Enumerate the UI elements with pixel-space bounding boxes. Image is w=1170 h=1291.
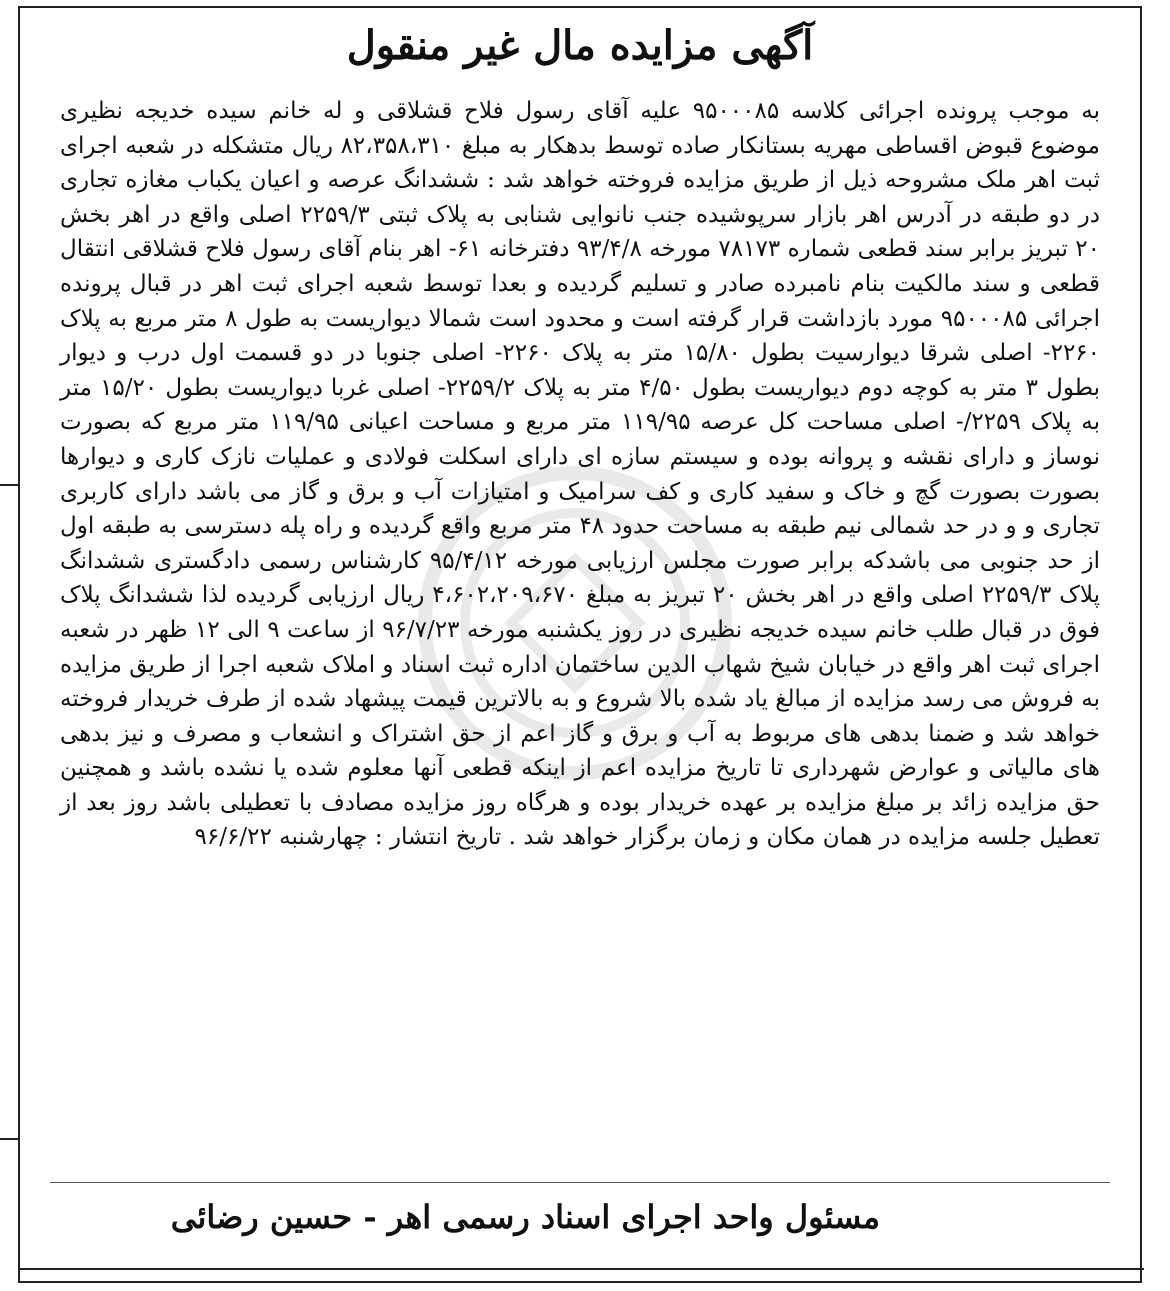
left-edge-tick — [0, 1138, 18, 1140]
notice-signature: مسئول واحد اجرای اسناد رسمی اهر - حسین رضائی — [170, 1198, 880, 1236]
footer-divider — [50, 1182, 1110, 1183]
left-edge-tick — [0, 484, 18, 486]
notice-title: آگهی مزایده مال غیر منقول — [346, 22, 814, 69]
notice-body: به موجب پرونده اجرائی کلاسه ۹۵۰۰۰۸۵ علیه آقای رسول فلاح قشلاقی و له خانم سیده خدیجه نظیری موضوع قبوض اقساطی مهریه بستانکار صاده توسط بدهکار به مبلغ ۸۲،۳۵۸،۳۱۰ ریال متشکله در شعبه اجرای ثبت اهر ملک مشروحه ذیل از طریق مزایده فروخته خواهد شد : ششدانگ عرصه و اعیان یکباب مغازه تجاری در دو طبقه در آدرس اهر بازار سرپوشیده جنب نانوایی شنابی به پلاک ثبتی ۲۲۵۹/۳ اصلی واقع در اهر بخش ۲۰ تبریز برابر سند قطعی شماره ۷۸۱۷۳ مورخه ۹۳/۴/۸ دفترخانه ۶۱- اهر بنام آقای رسول فلاح قشلاقی انتقال قطعی و سند مالکیت بنام نامبرده صادر و تسلیم گردیده و بعدا توسط شعبه اجرای ثبت اهر در قبال پرونده اجرائی ۹۵۰۰۰۸۵ مورد بازداشت قرار گرفته است و محدود است شمالا دیواریست به طول ۸ متر مربع به پلاک ۲۲۶۰- اصلی شرقا دیوارسیت بطول ۱۵/۸۰ متر به پلاک ۲۲۶۰- اصلی جنوبا در دو قسمت اول درب و دیوار بطول ۳ متر به کوچه دوم دیواریست بطول ۴/۵۰ متر به پلاک ۲۲۵۹/۲- اصلی غربا دیواریست بطول ۱۵/۲۰ متر به پلاک ۲۲۵۹/- اصلی مساحت کل عرصه ۱۱۹/۹۵ متر مربع و مساحت اعیانی ۱۱۹/۹۵ متر مربع که بصورت نوساز و دارای نقشه و پروانه بوده و سیستم سازه ای دارای اسکلت فولادی و عملیات نازک کاری و دیوارها بصورت بصورت گچ و خاک و سفید کاری و کف سرامیک و امتیازات آب و برق و گاز می باشد دارای کاربری تجاری و و در حد شمالی نیم طبقه به مساحت حدود ۴۸ متر مربع واقع گردیده و راه پله دسترسی به طبقه اول از حد جنوبی می باشدکه برابر صورت مجلس ارزیابی مورخه ۹۵/۴/۱۲ کارشناس رسمی دادگستری ششدانگ پلاک ۲۲۵۹/۳ اصلی واقع در اهر بخش ۲۰ تبریز به مبلغ ۴،۶۰۲،۲۰۹،۶۷۰ ریال ارزیابی گردیده لذا ششدانگ پلاک فوق در قبال طلب خانم سیده خدیجه نظیری در روز یکشنبه مورخه ۹۶/۷/۲۳ از ساعت ۹ الی ۱۲ ظهر در شعبه اجرای ثبت اهر واقع در خیابان شیخ شهاب الدین ساختمان اداره ثبت اسناد و املاک شعبه اجرا از طریق مزایده به فروش می رسد مزایده از مبالغ یاد شده بالا شروع و به بالاترین قیمت پیشهاد شده از طرف خریدار فروخته خواهد شد و ضمنا بدهی های مربوط به آب و برق و گاز اعم از حق اشتراک و انشعاب و مصرف و نیز بدهی های مالیاتی و عوارض شهرداری تا تاریخ مزایده اعم از اینکه قطعی آنها معلوم شده یا نشده باشد و همچنین حق مزایده زائد بر مبلغ مزایده بر عهده خریدار بوده و هرگاه روز مزایده مصادف با تعطیلی باشد روز بعد از تعطیل جلسه مزایده در همان مکان و زمان برگزار خواهد شد . تاریخ انتشار : چهارشنبه ۹۶/۶/۲۲ — [60, 98, 1101, 851]
notice-frame — [18, 6, 1142, 1283]
bottom-divider — [18, 1268, 1144, 1270]
